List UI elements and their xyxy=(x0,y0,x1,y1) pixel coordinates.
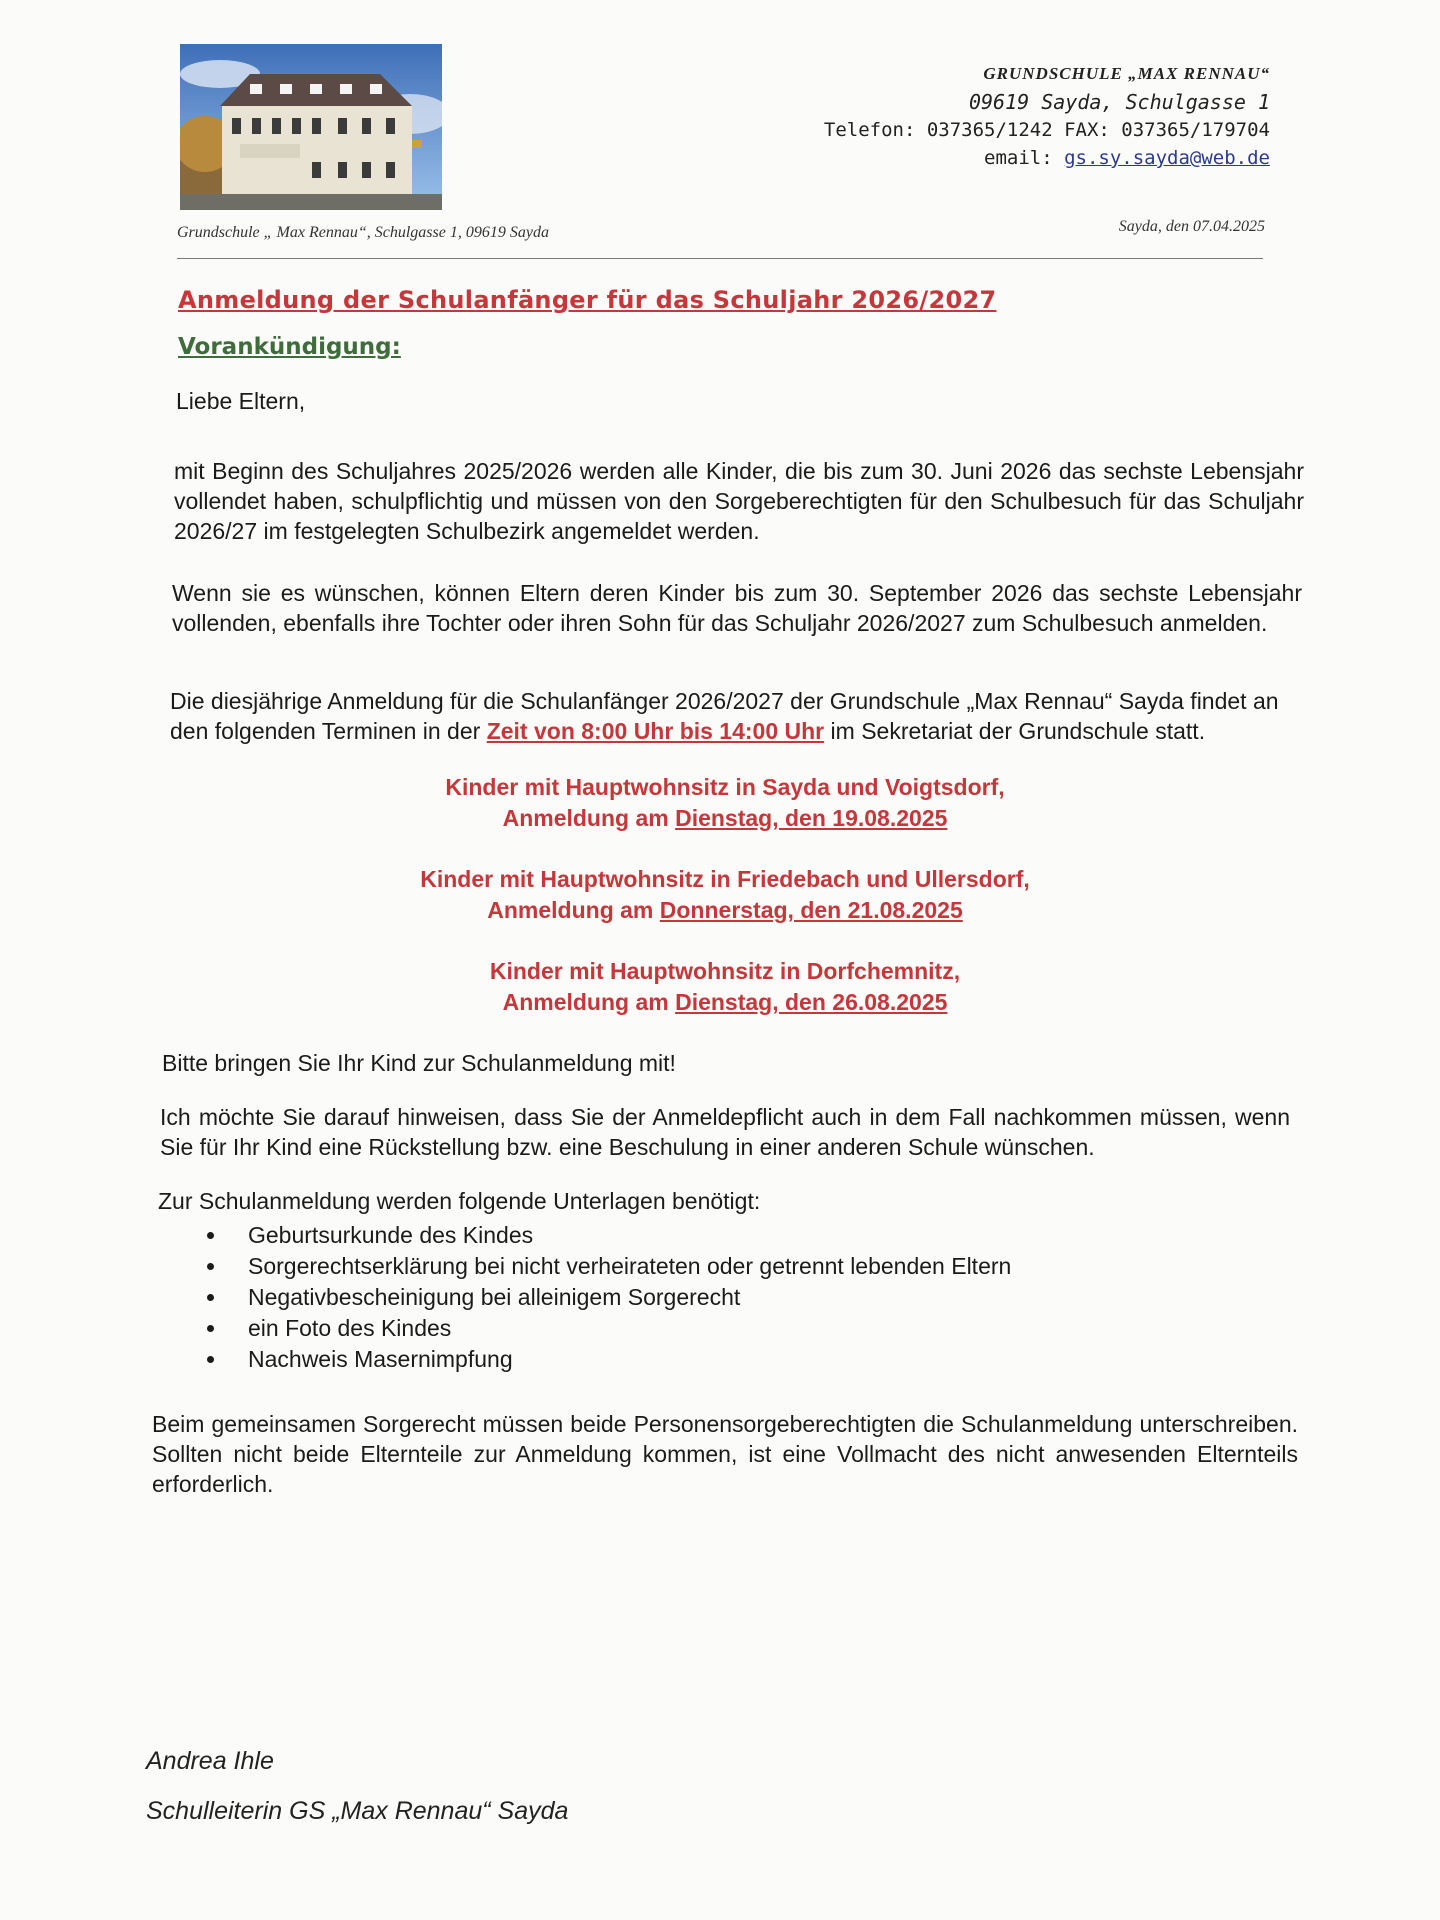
school-contact-block xyxy=(710,60,1270,172)
appointment-item xyxy=(150,956,1300,1018)
appointment-prefix: Anmeldung am xyxy=(502,989,676,1015)
appointment-item xyxy=(150,864,1300,926)
email-link[interactable]: gs.sy.sayda@web.de xyxy=(1064,147,1270,169)
letter-body xyxy=(150,286,1304,1499)
school-name: GRUNDSCHULE „MAX RENNAU“ xyxy=(983,64,1270,83)
signature-block xyxy=(146,1736,568,1836)
greeting: Liebe Eltern, xyxy=(176,388,306,414)
registration-time: Zeit von 8:00 Uhr bis 14:00 Uhr xyxy=(486,718,825,744)
appointment-item xyxy=(150,772,1300,834)
registration-text-start: Die diesjährige Anmeldung für die Schulanfänger 2026/2027 der Grundschule „Max Rennau“ Sayda findet an den folgenden Terminen in der xyxy=(170,688,1279,744)
school-address: 09619 Sayda, Schulgasse 1 xyxy=(968,90,1270,114)
paragraph-eligibility: mit Beginn des Schuljahres 2025/2026 werden alle Kinder, die bis zum 30. Juni 2026 das sechste Lebensjahr vollendet haben, schulpflichtig und müssen von den Sorgeberechtigten für den Schulbesuch für das Schuljahr 2026/27 im festgelegten Schulbezirk angemeldet werden. xyxy=(174,458,1304,544)
letter-title: Anmeldung der Schulanfänger für das Schuljahr 2026/2027 xyxy=(178,286,997,314)
list-item: • Negativbescheinigung bei alleinigem Sorgerecht xyxy=(228,1282,1300,1313)
sender-line: Grundschule „ Max Rennau“, Schulgasse 1, 09619 Sayda xyxy=(177,224,549,241)
appointment-date: Dienstag, den 26.08.2025 xyxy=(675,989,948,1015)
paragraph-registration-times xyxy=(150,686,1280,746)
school-building-photo xyxy=(180,44,442,210)
paragraph-optional-enrollment: Wenn sie es wünschen, können Eltern deren Kinder bis zum 30. September 2026 das sechste Lebensjahr vollenden, ebenfalls ihre Tochter oder ihren Sohn für das Schuljahr 2026/2027 zum Schulbesuch anmelden. xyxy=(172,580,1302,636)
appointment-area: Kinder mit Hauptwohnsitz in Dorfchemnitz, xyxy=(489,958,961,984)
list-item: • Nachweis Masernimpfung xyxy=(228,1344,1300,1375)
email-line xyxy=(710,144,1270,172)
registration-text-end: im Sekretariat der Grundschule statt. xyxy=(824,718,1206,744)
bring-child-note: Bitte bringen Sie Ihr Kind zur Schulanmeldung mit! xyxy=(162,1050,676,1076)
documents-list xyxy=(150,1220,1300,1375)
letter-subtitle: Vorankündigung: xyxy=(178,334,401,360)
registration-obligation-note: Ich möchte Sie darauf hinweisen, dass Sie der Anmeldepflicht auch in dem Fall nachkommen müssen, wenn Sie für Ihr Kind eine Rückstellung bzw. eine Beschulung in einer anderen Schule wünschen. xyxy=(160,1104,1290,1160)
phone-fax: Telefon: 037365/1242 FAX: 037365/179704 xyxy=(823,119,1270,141)
appointment-date: Dienstag, den 19.08.2025 xyxy=(675,805,948,831)
list-item: • Geburtsurkunde des Kindes xyxy=(228,1220,1300,1251)
appointment-prefix: Anmeldung am xyxy=(487,897,660,923)
signatory-name: Andrea Ihle xyxy=(146,1747,274,1775)
appointment-date: Donnerstag, den 21.08.2025 xyxy=(659,897,963,923)
appointment-area: Kinder mit Hauptwohnsitz in Sayda und Voigtsdorf, xyxy=(445,774,1005,800)
list-item: • ein Foto des Kindes xyxy=(228,1313,1300,1344)
appointment-list xyxy=(150,772,1300,1018)
joint-custody-note: Beim gemeinsamen Sorgerecht müssen beide Personensorgeberechtigten die Schulanmeldung unterschreiben. Sollten nicht beide Elternteile zur Anmeldung kommen, ist eine Vollmacht des nicht anwesenden Elternteils erforderlich. xyxy=(152,1411,1298,1497)
signatory-role: Schulleiterin GS „Max Rennau“ Sayda xyxy=(146,1797,569,1825)
date-line: Sayda, den 07.04.2025 xyxy=(1118,218,1265,235)
header-divider xyxy=(177,258,1263,259)
appointment-area: Kinder mit Hauptwohnsitz in Friedebach und Ullersdorf, xyxy=(420,866,1030,892)
email-label: email: xyxy=(984,147,1065,169)
documents-intro: Zur Schulanmeldung werden folgende Unterlagen benötigt: xyxy=(158,1188,761,1214)
list-item: • Sorgerechtserklärung bei nicht verheirateten oder getrennt lebenden Eltern xyxy=(228,1251,1300,1282)
appointment-prefix: Anmeldung am xyxy=(502,805,676,831)
